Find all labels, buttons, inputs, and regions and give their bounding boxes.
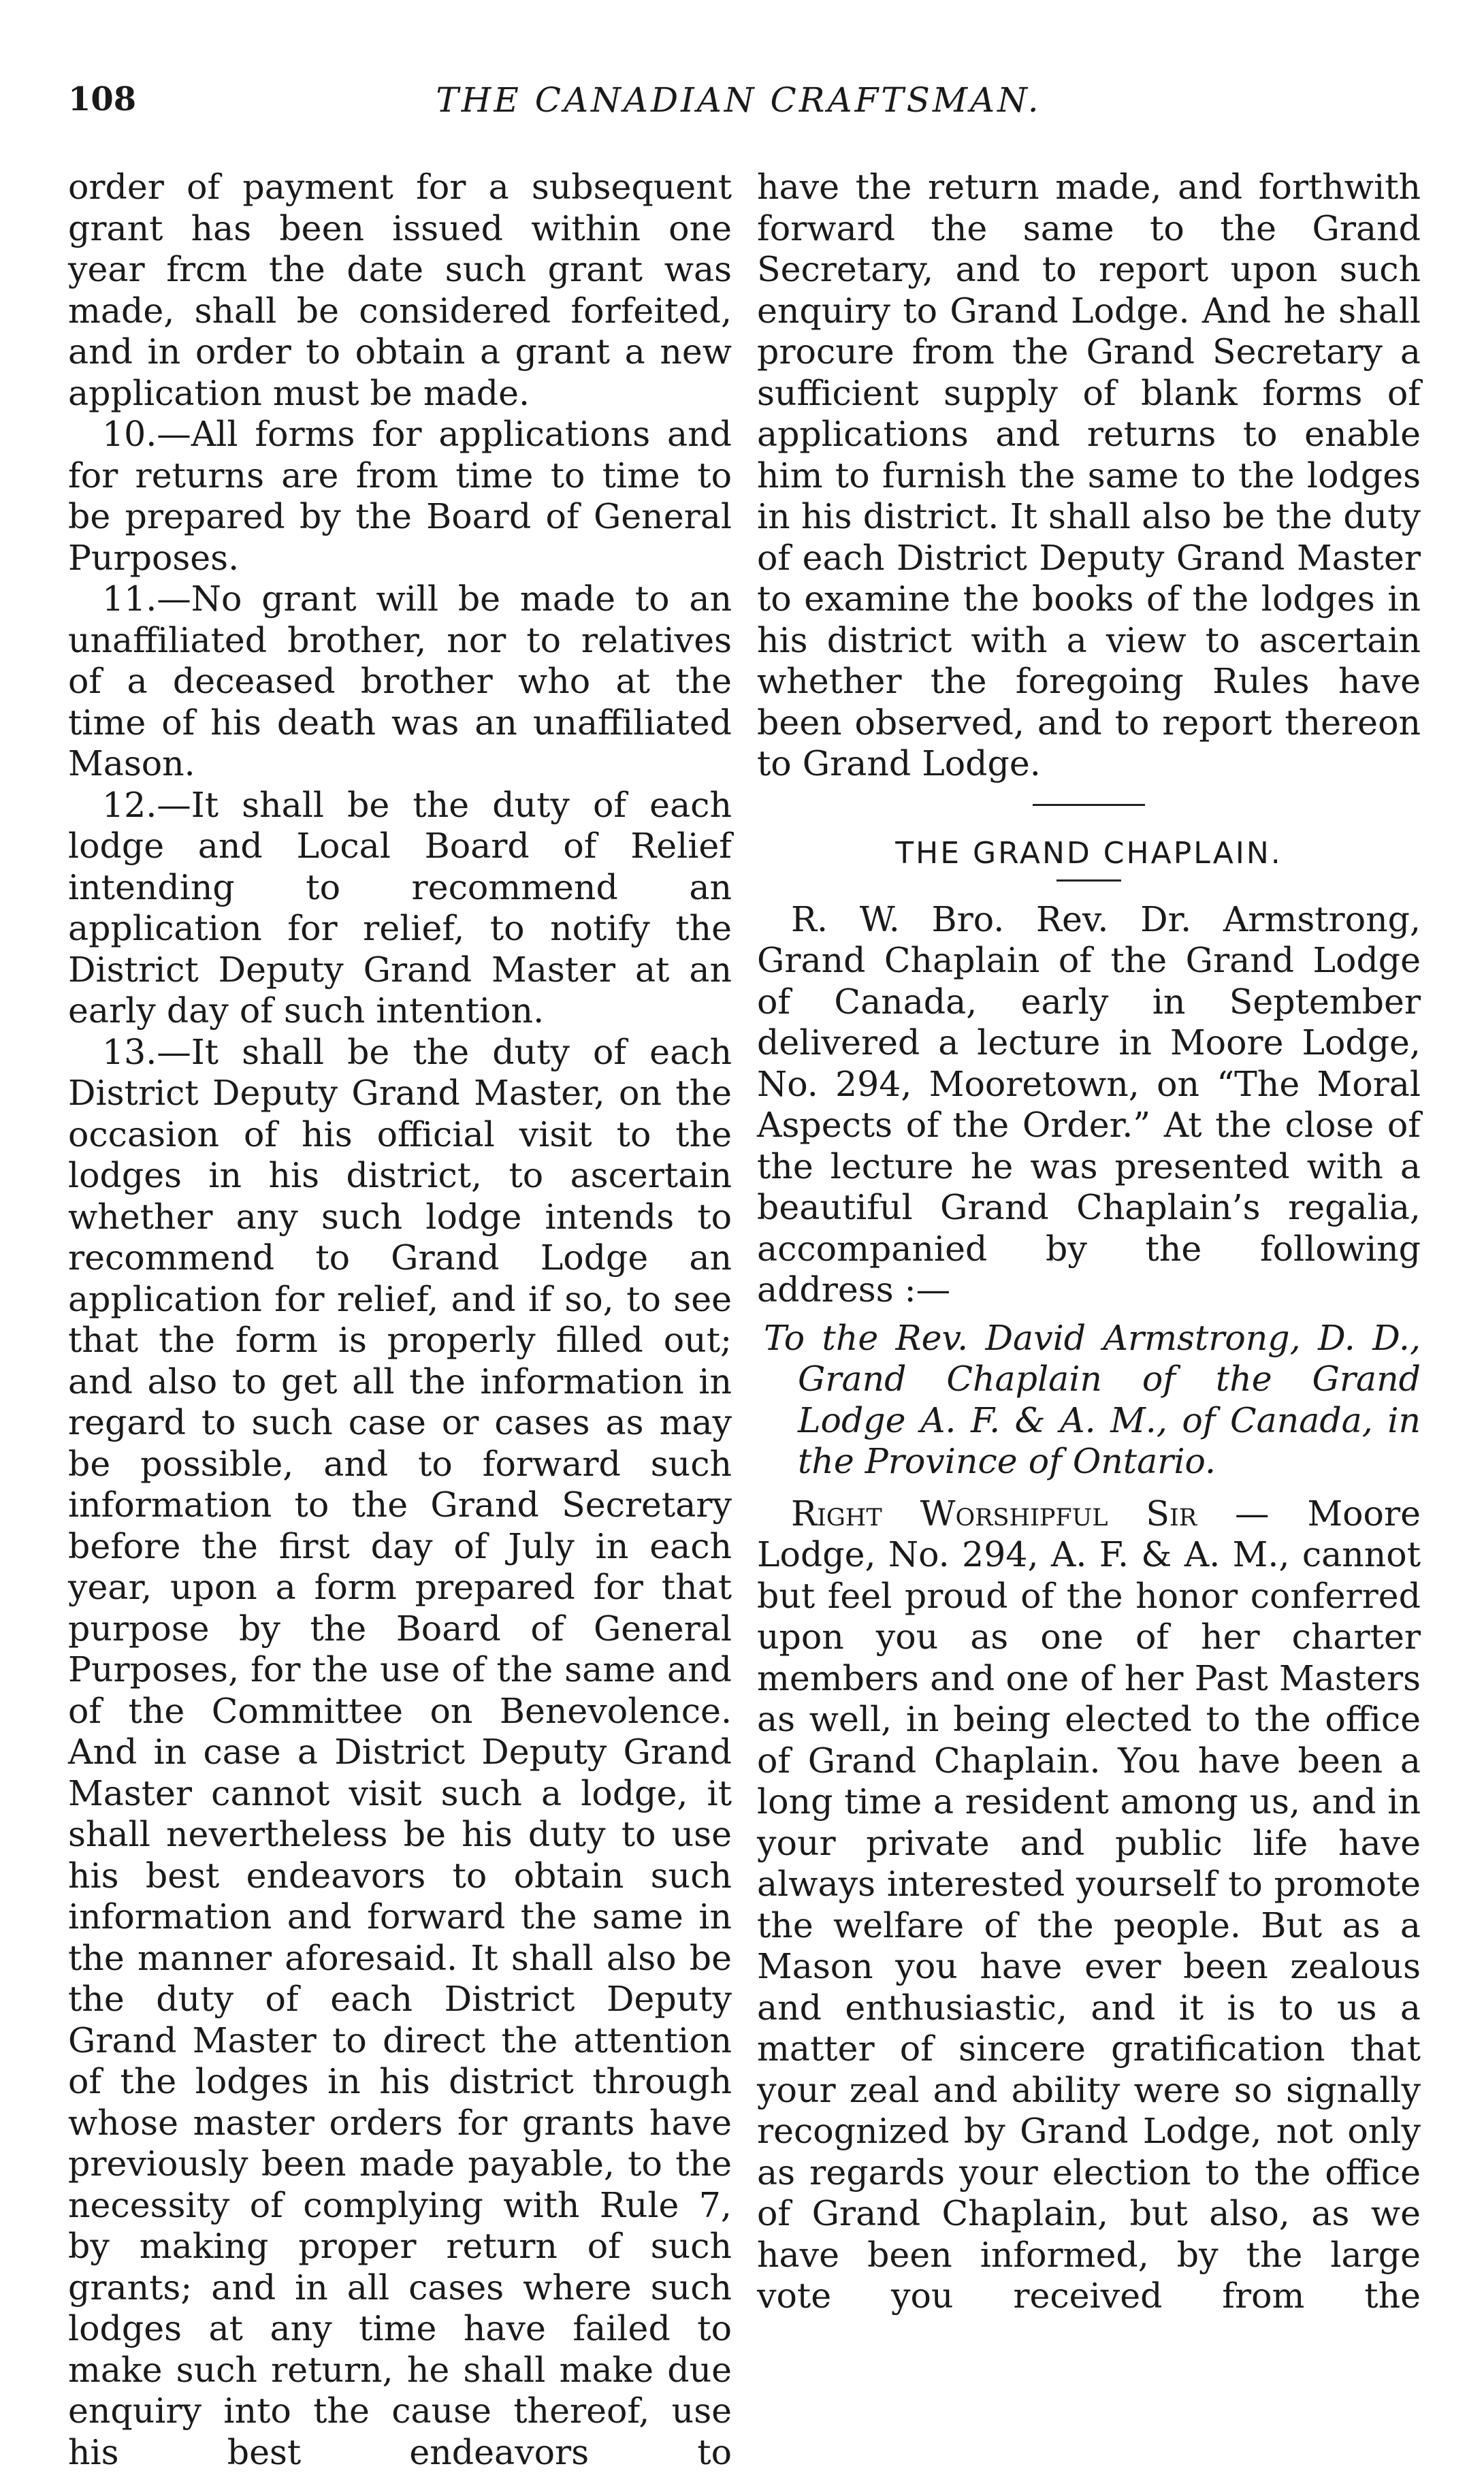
heading-underline (1056, 879, 1121, 882)
right-column (757, 167, 1421, 2317)
chaplain-intro-paragraph: R. W. Bro. Rev. Dr. Armstrong, Grand Chaplain of the Grand Lodge of Canada, early in September delivered a lecture in Moore Lodge, No. 294, Mooretown, on “The Moral Aspects of the Order.” At the close of the lecture he was presented with a beautiful Grand Chaplain’s regalia, accompanied by the following address :— (757, 899, 1421, 1311)
address-body (757, 1493, 1421, 2317)
left-column (68, 167, 732, 2473)
rule-11-paragraph: 11.—No grant will be made to an unaffiliated brother, nor to relatives of a deceased brother who at the time of his death was an unaffiliated Mason. (68, 579, 732, 785)
rule-12-paragraph: 12.—It shall be the duty of each lodge and Local Board of Relief intending to recommend an application for relief, to notify the District Deputy Grand Master at an early day of such intention. (68, 785, 732, 1032)
salutation: Right Worshipful Sir (791, 1493, 1197, 1534)
running-title: THE CANADIAN CRAFTSMAN. (68, 80, 1409, 120)
rule-13-paragraph: 13.—It shall be the duty of each District Deputy Grand Master, on the occasion of his official visit to the lodges in his district, to ascertain whether any such lodge intends to recommend to Grand Lodge an application for relief, and if so, to see that the form is properly filled out; and also to get all the information in regard to such case or cases as may be possible, and to forward such information to the Grand Secretary before the first day of July in each year, upon a form prepared for that purpose by the Board of General Purposes, for the use of the same and of the Committee on Benevolence. And in case a District Deputy Grand Master cannot visit such a lodge, it shall nevertheless be his duty to use his best endeavors to obtain such information and forward the same in the manner aforesaid. It shall also be the duty of each District Deputy Grand Master to direct the attention of the lodges in his district through whose master orders for grants have previously been made payable, to the necessity of complying with Rule 7, by making proper return of such grants; and in all cases where such lodges at any time have failed to make such return, he shall make due enquiry into the cause thereof, use his best endeavors to (68, 1032, 732, 2473)
page-header (68, 80, 1409, 142)
rule-13-continuation: have the return made, and forthwith forward the same to the Grand Secretary, and to report upon such enquiry to Grand Lodge. And he shall procure from the Grand Secretary a sufficient supply of blank forms of applications and returns to enable him to furnish the same to the lodges in his district. It shall also be the duty of each District Deputy Grand Master to examine the books of the lodges in his district with a view to ascertain whether the foregoing Rules have been observed, and to report thereon to Grand Lodge. (757, 167, 1421, 785)
rule-10-paragraph: 10.—All forms for applications and for returns are from time to time to be prepared by the Board of General Purposes. (68, 414, 732, 579)
address-salutation: To the Rev. David Armstrong, D. D., Grand Chaplain of the Grand Lodge A. F. & A. M., of Canada, in the Province of Ontario. (757, 1318, 1421, 1483)
paragraph-continued: order of payment for a subsequent grant has been issued within one year frcm the date such grant was made, shall be considered forfeited, and in order to obtain a grant a new application must be made. (68, 167, 732, 414)
page-number: 108 (68, 80, 136, 118)
section-divider (1033, 804, 1145, 806)
section-heading: THE GRAND CHAPLAIN. (757, 833, 1421, 874)
address-text: — Moore Lodge, No. 294, A. F. & A. M., cannot but feel proud of the honor conferred upon you as one of her charter members and one of her Past Masters as well, in being elected to the office of Grand Chaplain. You have been a long time a resident among us, and in your private and public life have always interested yourself to promote the welfare of the people. But as a Mason you have ever been zealous and enthusiastic, and it is to us a matter of sincere gratification that your zeal and ability were so signally recognized by Grand Lodge, not only as regards your election to the office of Grand Chaplain, but also, as we have been informed, by the large vote you received from the (757, 1493, 1421, 2316)
